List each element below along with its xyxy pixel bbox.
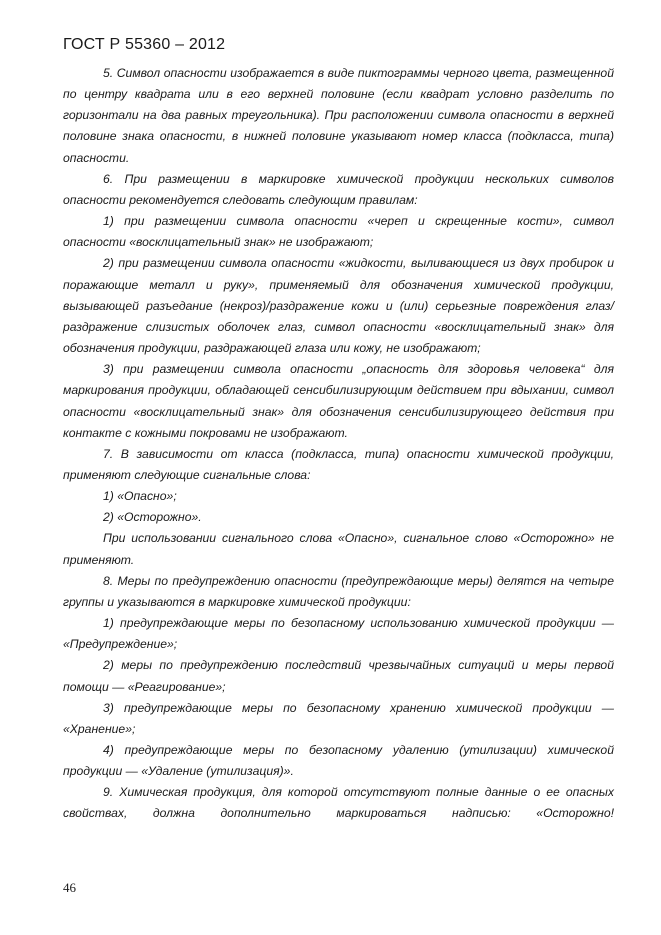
paragraph-8-item-2: 2) меры по предупреждению последствий чрезвычайных ситуаций и меры первой помощи — «Реагирование»; — [63, 658, 614, 694]
document-body — [63, 63, 614, 825]
paragraph-5: 5. Символ опасности изображается в виде пиктограммы черного цвета, размещенной по центру квадрата или в его верхней половине (если квадрат условно разделить по горизонтали на два равных треугольника). При расположении символа опасности в верхней половине знака опасности, в нижней половине указывают номер класса (подкласса, типа) опасности. — [63, 66, 614, 165]
paragraph-6: 6. При размещении в маркировке химической продукции нескольких символов опасности рекомендуется следовать следующим правилам: — [63, 171, 614, 207]
page-number: 46 — [63, 880, 76, 895]
paragraph-7-item-1: 1) «Опасно»; — [103, 489, 177, 504]
paragraph-6-item-1: 1) при размещении символа опасности «череп и скрещенные кости», символ опасности «восклицательный знак» не изображают; — [63, 214, 614, 250]
paragraph-8-item-3: 3) предупреждающие меры по безопасному хранению химической продукции — «Хранение»; — [63, 700, 614, 736]
paragraph-8-item-1: 1) предупреждающие меры по безопасному использованию химической продукции — «Предупреждение»; — [63, 616, 614, 652]
paragraph-9: 9. Химическая продукция, для которой отсутствуют полные данные о ее опасных свойствах, должна дополнительно маркироваться надписью: «Осторожно! — [63, 785, 614, 821]
paragraph-8-item-4: 4) предупреждающие меры по безопасному удалению (утилизации) химической продукции — «Удаление (утилизация)». — [63, 743, 614, 779]
paragraph-7-note: При использовании сигнального слова «Опасно», сигнальное слово «Осторожно» не применяют. — [63, 531, 614, 567]
document-header: ГОСТ Р 55360 – 2012 — [63, 36, 226, 53]
paragraph-7: 7. В зависимости от класса (подкласса, типа) опасности химической продукции, применяют следующие сигнальные слова: — [63, 446, 614, 482]
paragraph-6-item-2: 2) при размещении символа опасности «жидкости, выливающиеся из двух пробирок и поражающие металл и руку», применяемый для обозначения химической продукции, вызывающей разъедание (некроз)/раздражение кожи и (или) серьезные повреждения глаз/раздражение слизистых оболочек глаз, символ опасности «восклицательный знак» для обозначения продукции, раздражающей глаза или кожу, не изображают; — [63, 256, 614, 356]
paragraph-8: 8. Меры по предупреждению опасности (предупреждающие меры) делятся на четыре группы и указываются в маркировке химической продукции: — [63, 573, 614, 609]
paragraph-7-item-2: 2) «Осторожно». — [103, 510, 202, 525]
paragraph-6-item-3: 3) при размещении символа опасности „опасность для здоровья человека“ для маркирования продукции, обладающей сенсибилизирующим действием при вдыхании, символ опасности «восклицательный знак» для обозначения сенсибилизирующего действия при контакте с кожными покровами не изображают. — [63, 362, 614, 440]
